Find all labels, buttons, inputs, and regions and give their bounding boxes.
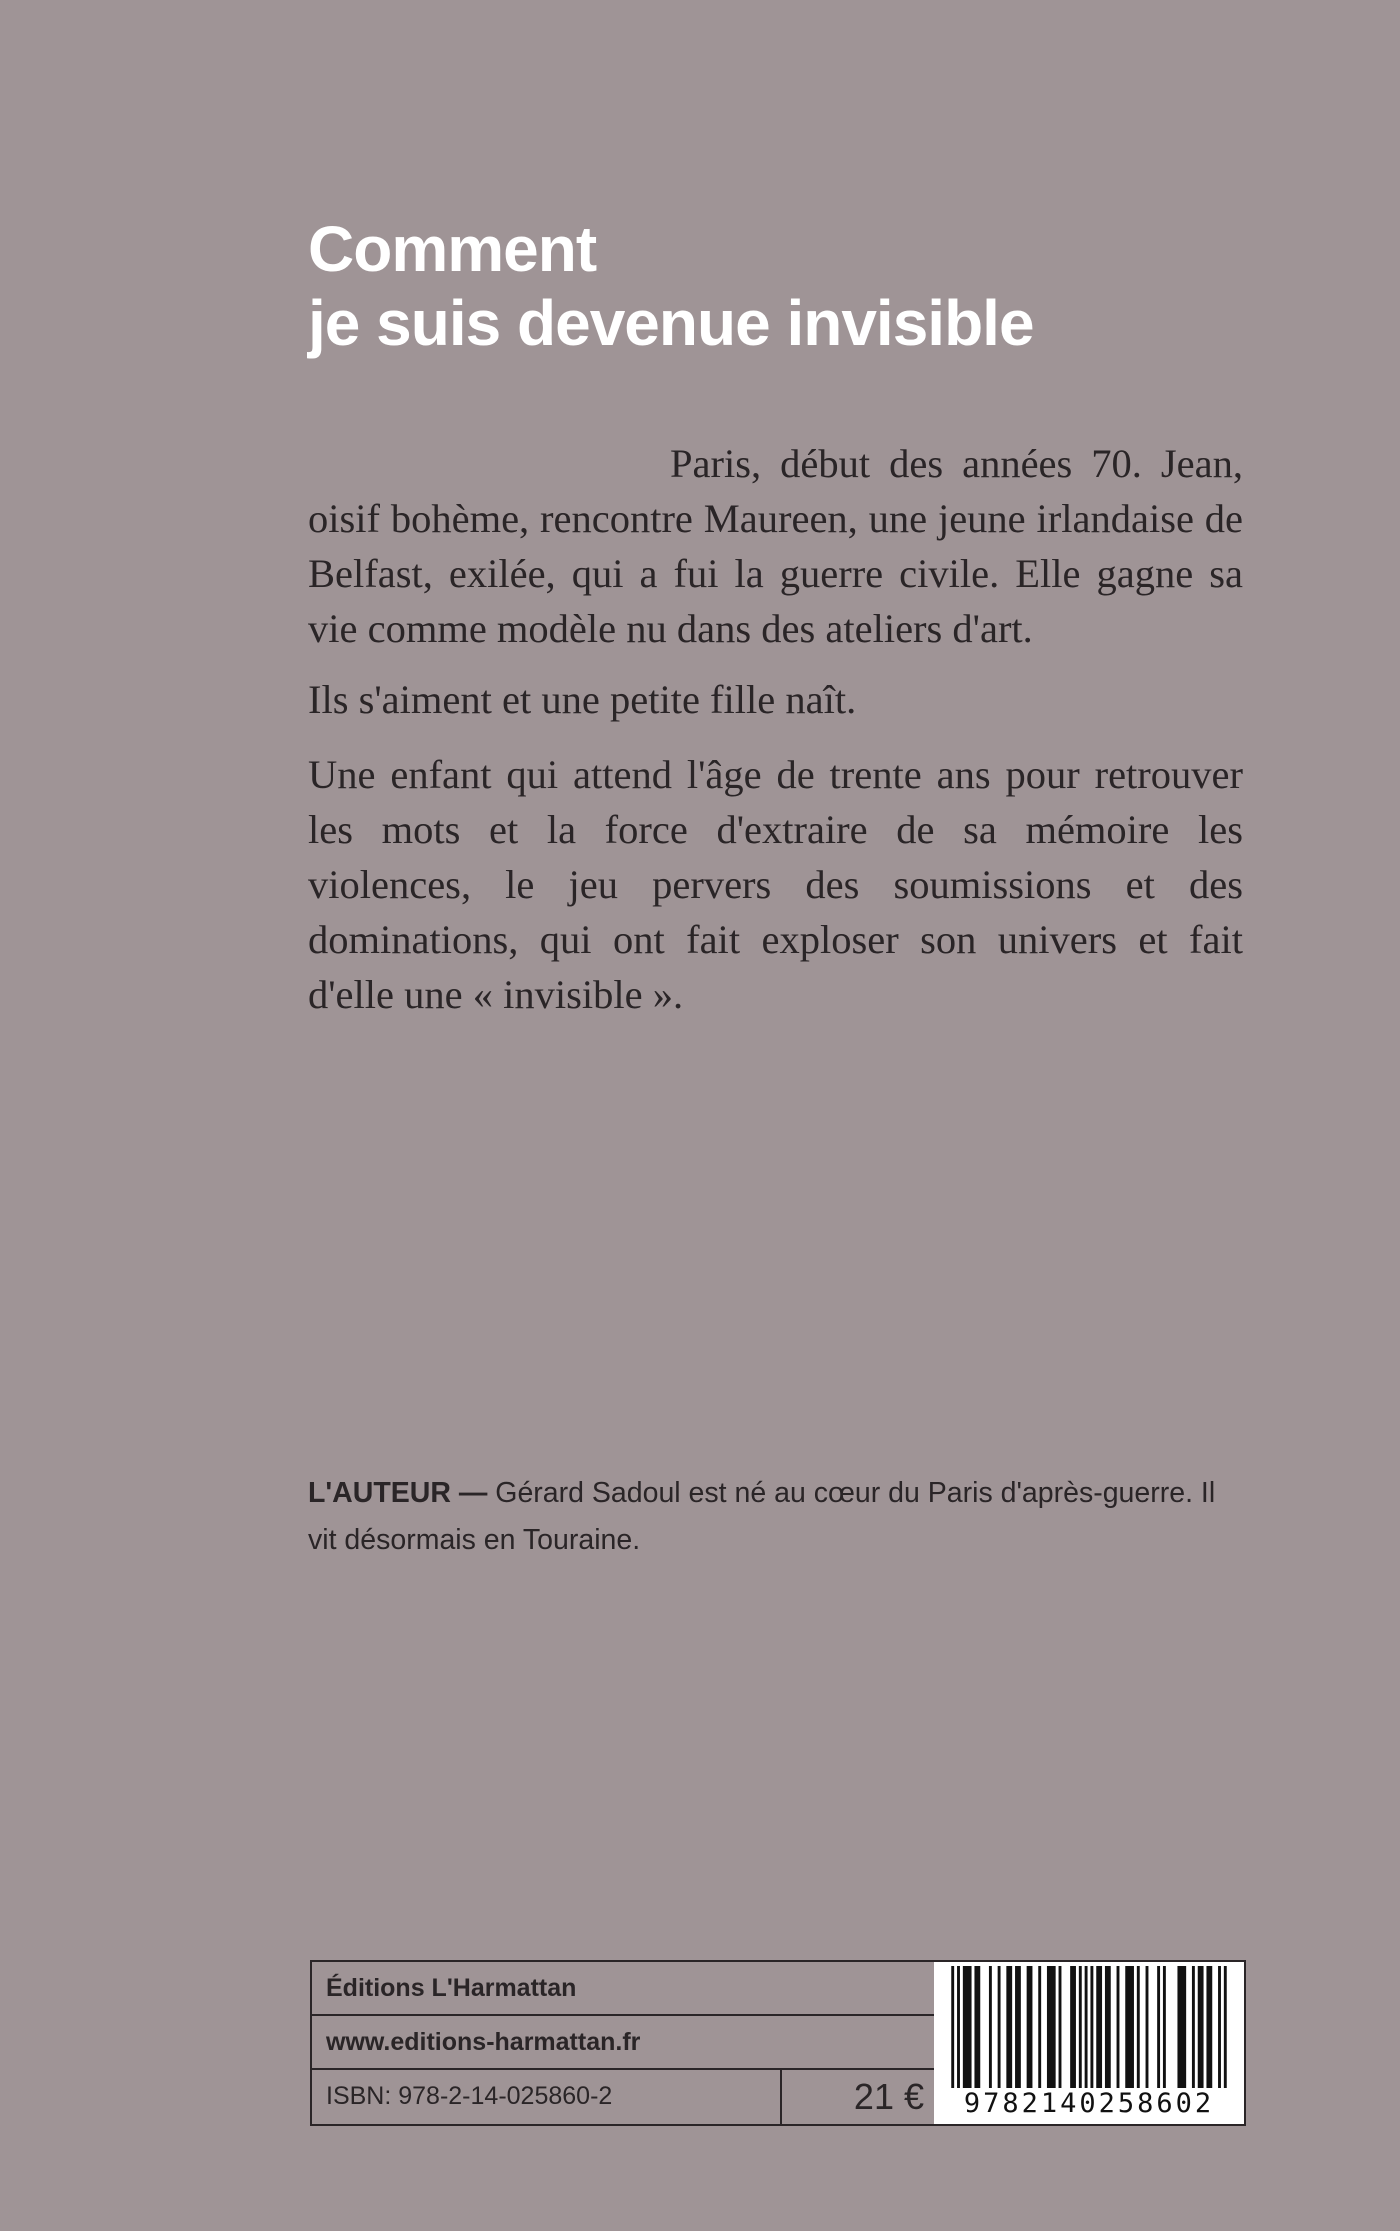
barcode-bar [951,1966,954,2096]
barcode-bar [1157,1966,1160,2088]
barcode-bar [989,1966,992,2088]
barcode-bar [1163,1966,1166,2088]
barcode-bar [1146,1966,1149,2088]
blurb-paragraph-1: Paris, début des années 70. Jean, oisif bohème, rencontre Maureen, une jeune irlandaise de Belfast, exilée, qui a fui la guerre civile. Elle gagne sa vie comme modèle nu dans des ateliers d'art. [308,441,1243,651]
barcode-bar [1198,1966,1204,2088]
barcode-bar [1090,1966,1093,2096]
barcode-bar [1079,1966,1082,2088]
author-text: Gérard Sadoul est né au cœur du Paris d'après-guerre. Il vit désormais en Touraine. [308,1477,1216,1556]
barcode-bar [1059,1966,1062,2088]
barcode-bar [974,1966,980,2088]
barcode-bar [1177,1966,1186,2088]
back-cover-blurb [308,436,1243,1042]
author-label: L'AUTEUR [308,1477,451,1509]
barcode-bar [1125,1966,1134,2088]
blurb-paragraph-2: Ils s'aiment et une petite fille naît. [308,677,857,722]
barcode-bar [1117,1966,1120,2088]
publisher-name: Éditions L'Harmattan [326,1974,577,2002]
price-cell [780,2070,936,2124]
barcode-bar [963,1966,972,2088]
barcode-bar [1027,1966,1033,2088]
website-row [312,2016,936,2070]
publisher-row [312,1962,936,2016]
barcode-digits: 9782140258602 [934,2088,1244,2120]
author-dash: — [458,1477,488,1509]
isbn-row [312,2070,936,2124]
barcode-bar [998,1966,1001,2088]
barcode-bar [1206,1966,1212,2088]
isbn: ISBN: 978-2-14-025860-2 [326,2082,613,2110]
barcode-bar [1105,1966,1111,2088]
barcode-bar [1137,1966,1140,2088]
price: 21 € [853,2076,924,2117]
author-bio [308,1470,1246,1564]
barcode-bar [1096,1966,1102,2088]
blurb-paragraph-3: Une enfant qui attend l'âge de trente ans pour retrouver les mots et la force d'extraire de sa mémoire les violences, le jeu pervers des soumissions et des dominations, qui ont fait exploser son univers et fait d'elle une « invisible ». [308,752,1243,1017]
barcode-bar [1038,1966,1041,2088]
barcode-bar [1218,1966,1221,2096]
barcode-bar [1192,1966,1195,2088]
book-title-line2: je suis devenue invisible [308,287,1034,359]
publisher-website: www.editions-harmattan.fr [326,2028,641,2056]
barcode-bar [1015,1966,1021,2088]
barcode-bar [1047,1966,1056,2088]
barcode-bar [1006,1966,1012,2088]
barcode-bar [1070,1966,1076,2088]
book-title [308,212,1034,360]
barcode-bar [1224,1966,1227,2096]
publisher-colophon [310,1960,1246,2126]
barcode-bar [957,1966,960,2096]
barcode [934,1962,1244,2124]
barcode-bar [1085,1966,1088,2096]
book-title-line1: Comment [308,213,597,285]
